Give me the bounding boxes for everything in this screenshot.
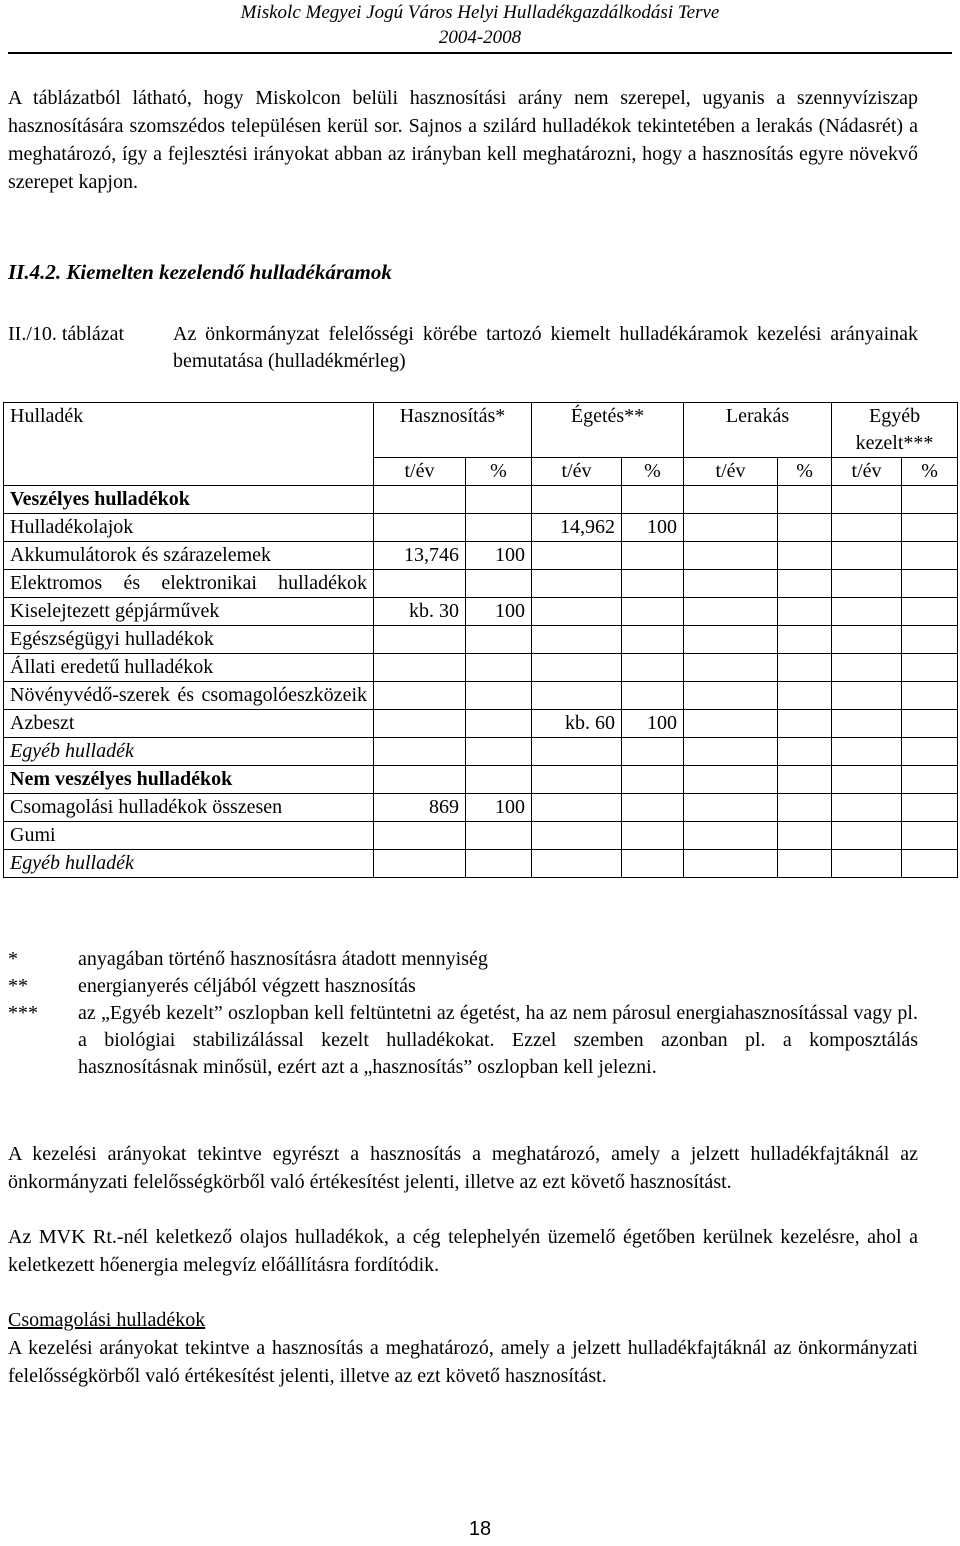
row-name-cell bbox=[4, 822, 374, 850]
row-name: Egyéb hulladék bbox=[10, 852, 134, 874]
cell-hasz-t bbox=[374, 850, 466, 878]
intro-paragraph: A táblázatból látható, hogy Miskolcon belüli hasznosítási arány nem szerepel, ugyanis a szennyvíziszap hasznosítására szomszédos településen kerül sor. Sajnos a szilárd hulladékok tekintetében a lerakás (Nádasrét) a meghatározó, így a fejlesztési irányokat abban az irányban kell meghatározni, hogy a hasznosítás egyre növekvő szerepet kapjon. bbox=[8, 87, 918, 193]
cell-lerakas-t bbox=[684, 794, 778, 822]
header-title: Miskolc Megyei Jogú Város Helyi Hulladékgazdálkodási Terve bbox=[240, 2, 720, 23]
cell-egyeb-pct bbox=[902, 542, 958, 570]
cell-egetes-pct bbox=[622, 850, 684, 878]
cell-egetes-pct bbox=[622, 626, 684, 654]
cell-egyeb-t bbox=[832, 514, 902, 542]
cell-lerakas-t bbox=[684, 542, 778, 570]
table-header-row bbox=[4, 403, 958, 458]
cell-egetes-pct bbox=[622, 822, 684, 850]
cell-lerakas-pct bbox=[778, 626, 832, 654]
unit-tev: t/év bbox=[684, 458, 778, 486]
cell-egetes-t bbox=[532, 822, 622, 850]
unit-pct: % bbox=[466, 458, 532, 486]
cell-lerakas-pct bbox=[778, 850, 832, 878]
cell-hasz-t: 869 bbox=[374, 794, 466, 822]
cell-hasz-t bbox=[374, 486, 466, 514]
footnote bbox=[8, 973, 918, 1000]
cell-egetes-pct bbox=[622, 682, 684, 710]
table-row bbox=[4, 542, 958, 570]
row-name: Kiselejtezett gépjárművek bbox=[10, 600, 220, 622]
header-years: 2004-2008 bbox=[438, 27, 522, 48]
cell-egetes-pct bbox=[622, 766, 684, 794]
unit-tev: t/év bbox=[832, 458, 902, 486]
cell-egyeb-pct bbox=[902, 570, 958, 598]
page-number: 18 bbox=[468, 1518, 492, 1540]
cell-hasz-t bbox=[374, 626, 466, 654]
cell-lerakas-pct bbox=[778, 766, 832, 794]
cell-egyeb-pct bbox=[902, 794, 958, 822]
cell-hasz-t bbox=[374, 738, 466, 766]
footnotes bbox=[8, 946, 918, 1081]
cell-lerakas-pct bbox=[778, 654, 832, 682]
cell-lerakas-t bbox=[684, 682, 778, 710]
cell-egetes-pct bbox=[622, 598, 684, 626]
row-name: Akkumulátorok és szárazelemek bbox=[10, 544, 272, 566]
footnote-mark: *** bbox=[8, 1002, 38, 1024]
row-name-cell bbox=[4, 542, 374, 570]
table-body bbox=[4, 486, 958, 878]
cell-egetes-pct: 100 bbox=[622, 514, 684, 542]
table-row bbox=[4, 486, 958, 514]
row-name: Elektromos és elektronikai hulladékok bbox=[10, 572, 367, 594]
row-name: Veszélyes hulladékok bbox=[10, 488, 190, 510]
cell-lerakas-pct bbox=[778, 486, 832, 514]
row-name-cell bbox=[4, 682, 374, 710]
paragraph-mvk: Az MVK Rt.-nél keletkező olajos hulladékok, a cég telephelyén üzemelő égetőben kerülnek kezelésre, ahol a keletkezett hőenergia melegvíz előállításra fordítódik. bbox=[8, 1226, 918, 1276]
cell-hasz-t bbox=[374, 570, 466, 598]
cell-hasz-pct: 100 bbox=[466, 542, 532, 570]
table-row bbox=[4, 598, 958, 626]
cell-egyeb-pct bbox=[902, 514, 958, 542]
cell-hasz-pct bbox=[466, 626, 532, 654]
paragraph-csomagolasi: A kezelési arányokat tekintve a hasznosítás a meghatározó, amely a jelzett hulladékfajtáknál az önkormányzati felelősségkörből való értékesítést jelenti, illetve az ezt követő hasznosítást. bbox=[8, 1337, 918, 1387]
cell-hasz-t: kb. 30 bbox=[374, 598, 466, 626]
cell-lerakas-pct bbox=[778, 542, 832, 570]
cell-lerakas-pct bbox=[778, 598, 832, 626]
cell-lerakas-t bbox=[684, 514, 778, 542]
cell-lerakas-pct bbox=[778, 514, 832, 542]
cell-lerakas-t bbox=[684, 654, 778, 682]
table-caption-label: II./10. táblázat bbox=[8, 323, 125, 345]
row-name: Csomagolási hulladékok összesen bbox=[10, 796, 283, 818]
row-name: Egyéb hulladék bbox=[10, 740, 134, 762]
row-name: Nem veszélyes hulladékok bbox=[10, 768, 233, 790]
cell-hasz-t bbox=[374, 682, 466, 710]
row-name-cell bbox=[4, 794, 374, 822]
row-name-cell bbox=[4, 486, 374, 514]
cell-egyeb-t bbox=[832, 850, 902, 878]
cell-egyeb-t bbox=[832, 626, 902, 654]
unit-tev: t/év bbox=[374, 458, 466, 486]
footnote-text: energianyerés céljából végzett hasznosítás bbox=[78, 975, 416, 997]
section-heading: II.4.2. Kiemelten kezelendő hulladékáramok bbox=[8, 260, 392, 284]
cell-egetes-t bbox=[532, 654, 622, 682]
table-row bbox=[4, 794, 958, 822]
cell-egetes-t bbox=[532, 626, 622, 654]
unit-pct: % bbox=[778, 458, 832, 486]
cell-hasz-pct bbox=[466, 682, 532, 710]
cell-egyeb-t bbox=[832, 822, 902, 850]
table-caption-text: Az önkormányzat felelősségi körébe tartozó kiemelt hulladékáramok kezelési arányainak bemutatása (hulladékmérleg) bbox=[173, 323, 918, 372]
cell-egetes-t bbox=[532, 794, 622, 822]
table-row bbox=[4, 514, 958, 542]
cell-egyeb-pct bbox=[902, 654, 958, 682]
cell-egyeb-t bbox=[832, 570, 902, 598]
subheading-csomagolasi: Csomagolási hulladékok bbox=[8, 1309, 206, 1331]
cell-hasz-pct bbox=[466, 710, 532, 738]
paragraph-kezelesi-aranyok: A kezelési arányokat tekintve egyrészt a hasznosítás a meghatározó, amely a jelzett hulladékfajtáknál az önkormányzati felelősségkörből való értékesítést jelenti, illetve az ezt követő hasznosítást. bbox=[8, 1143, 918, 1193]
header-rule bbox=[8, 52, 952, 54]
cell-hasz-pct bbox=[466, 822, 532, 850]
cell-egetes-pct: 100 bbox=[622, 710, 684, 738]
cell-egyeb-pct bbox=[902, 682, 958, 710]
cell-egyeb-pct bbox=[902, 766, 958, 794]
table-row bbox=[4, 822, 958, 850]
cell-hasz-pct bbox=[466, 738, 532, 766]
cell-hasz-pct: 100 bbox=[466, 598, 532, 626]
cell-lerakas-t bbox=[684, 598, 778, 626]
footnote-text: az „Egyéb kezelt” oszlopban kell feltüntetni az égetést, ha az nem párosul energiahasznosítással vagy pl. a biológiai stabilizálással kezelt hulladékokat. Ezzel szemben azonban pl. a komposztálás hasznosításnak minősül, ezért azt a „hasznosítás” oszlopban kell jelezni. bbox=[78, 1002, 918, 1078]
cell-egyeb-t bbox=[832, 738, 902, 766]
row-name: Egészségügyi hulladékok bbox=[10, 628, 214, 650]
header-egyeb-kezelt: Egyéb kezelt*** bbox=[832, 403, 958, 458]
table-row bbox=[4, 654, 958, 682]
cell-egetes-t bbox=[532, 850, 622, 878]
cell-egetes-t bbox=[532, 542, 622, 570]
header-hulladek: Hulladék bbox=[4, 403, 374, 486]
footnote bbox=[8, 946, 918, 973]
cell-hasz-pct bbox=[466, 850, 532, 878]
cell-egetes-t bbox=[532, 598, 622, 626]
cell-egyeb-pct bbox=[902, 486, 958, 514]
cell-hasz-pct bbox=[466, 486, 532, 514]
cell-egetes-pct bbox=[622, 486, 684, 514]
cell-hasz-pct bbox=[466, 570, 532, 598]
cell-lerakas-pct bbox=[778, 794, 832, 822]
row-name-cell bbox=[4, 710, 374, 738]
footnote-mark: ** bbox=[8, 975, 28, 997]
row-name-cell bbox=[4, 654, 374, 682]
cell-hasz-t: 13,746 bbox=[374, 542, 466, 570]
cell-egetes-t: kb. 60 bbox=[532, 710, 622, 738]
header-lerakas: Lerakás bbox=[684, 403, 832, 458]
table-row bbox=[4, 570, 958, 598]
cell-egetes-pct bbox=[622, 738, 684, 766]
cell-egyeb-t bbox=[832, 654, 902, 682]
table-row bbox=[4, 710, 958, 738]
cell-lerakas-pct bbox=[778, 822, 832, 850]
cell-lerakas-t bbox=[684, 570, 778, 598]
cell-egetes-pct bbox=[622, 542, 684, 570]
cell-lerakas-t bbox=[684, 710, 778, 738]
cell-lerakas-pct bbox=[778, 682, 832, 710]
cell-egetes-t bbox=[532, 682, 622, 710]
header-egetes: Égetés** bbox=[532, 403, 684, 458]
row-name-cell bbox=[4, 766, 374, 794]
table-row bbox=[4, 738, 958, 766]
row-name-cell bbox=[4, 626, 374, 654]
cell-egetes-pct bbox=[622, 794, 684, 822]
footnote-mark: * bbox=[8, 948, 18, 970]
cell-egetes-pct bbox=[622, 654, 684, 682]
row-name-cell bbox=[4, 738, 374, 766]
cell-egyeb-pct bbox=[902, 626, 958, 654]
unit-pct: % bbox=[902, 458, 958, 486]
cell-egetes-t: 14,962 bbox=[532, 514, 622, 542]
footnote-text: anyagában történő hasznosításra átadott mennyiség bbox=[78, 948, 488, 970]
cell-lerakas-t bbox=[684, 738, 778, 766]
cell-egyeb-pct bbox=[902, 822, 958, 850]
cell-lerakas-pct bbox=[778, 710, 832, 738]
cell-egyeb-t bbox=[832, 486, 902, 514]
cell-egyeb-t bbox=[832, 794, 902, 822]
row-name: Hulladékolajok bbox=[10, 516, 134, 538]
unit-pct: % bbox=[622, 458, 684, 486]
cell-egyeb-t bbox=[832, 542, 902, 570]
cell-lerakas-t bbox=[684, 626, 778, 654]
cell-lerakas-t bbox=[684, 486, 778, 514]
cell-hasz-pct bbox=[466, 654, 532, 682]
row-name: Növényvédő-szerek és csomagolóeszközeik bbox=[10, 684, 367, 706]
cell-egyeb-t bbox=[832, 766, 902, 794]
cell-lerakas-pct bbox=[778, 570, 832, 598]
cell-egetes-pct bbox=[622, 570, 684, 598]
row-name-cell bbox=[4, 850, 374, 878]
cell-egetes-t bbox=[532, 738, 622, 766]
cell-hasz-t bbox=[374, 654, 466, 682]
cell-egetes-t bbox=[532, 766, 622, 794]
cell-egetes-t bbox=[532, 570, 622, 598]
cell-lerakas-t bbox=[684, 766, 778, 794]
cell-egyeb-pct bbox=[902, 738, 958, 766]
cell-egyeb-pct bbox=[902, 850, 958, 878]
cell-lerakas-t bbox=[684, 850, 778, 878]
header-hasznositas: Hasznosítás* bbox=[374, 403, 532, 458]
footnote bbox=[8, 1000, 918, 1081]
cell-hasz-t bbox=[374, 514, 466, 542]
table-row bbox=[4, 850, 958, 878]
unit-tev: t/év bbox=[532, 458, 622, 486]
row-name: Azbeszt bbox=[10, 712, 75, 734]
cell-lerakas-t bbox=[684, 822, 778, 850]
cell-egyeb-t bbox=[832, 710, 902, 738]
cell-hasz-pct bbox=[466, 514, 532, 542]
cell-egyeb-t bbox=[832, 682, 902, 710]
cell-lerakas-pct bbox=[778, 738, 832, 766]
table-row bbox=[4, 766, 958, 794]
row-name-cell bbox=[4, 598, 374, 626]
cell-hasz-t bbox=[374, 766, 466, 794]
cell-egyeb-pct bbox=[902, 710, 958, 738]
row-name: Állati eredetű hulladékok bbox=[10, 656, 214, 678]
waste-balance-table bbox=[3, 402, 958, 878]
row-name: Gumi bbox=[10, 824, 56, 846]
cell-hasz-t bbox=[374, 822, 466, 850]
row-name-cell bbox=[4, 570, 374, 598]
cell-egetes-t bbox=[532, 486, 622, 514]
row-name-cell bbox=[4, 514, 374, 542]
cell-hasz-pct bbox=[466, 766, 532, 794]
table-row bbox=[4, 682, 958, 710]
cell-egyeb-pct bbox=[902, 598, 958, 626]
cell-egyeb-t bbox=[832, 598, 902, 626]
table-row bbox=[4, 626, 958, 654]
cell-hasz-t bbox=[374, 710, 466, 738]
cell-hasz-pct: 100 bbox=[466, 794, 532, 822]
